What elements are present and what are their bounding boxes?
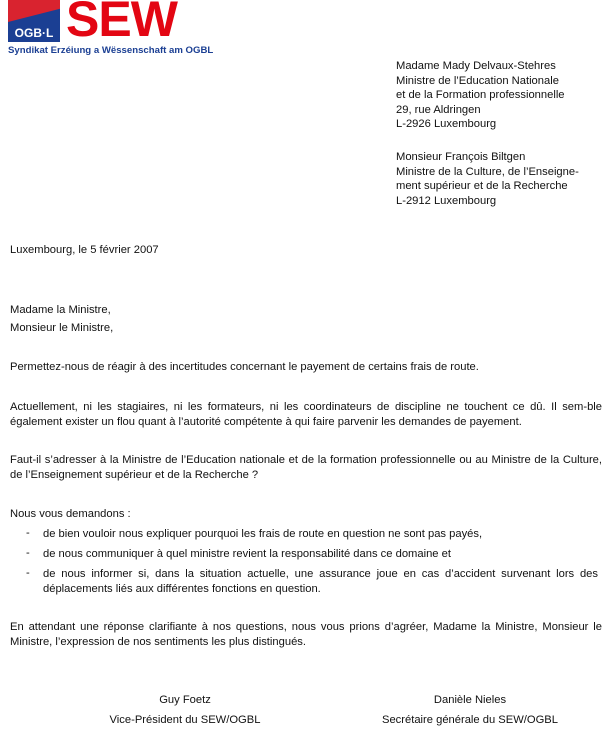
recipient-address-1	[396, 59, 565, 132]
paragraph-2: Actuellement, ni les stagiaires, ni les formateurs, ni les coordinateurs de discipline ne touchent ce dû. Il sem-ble également exister un flou quant à l’autorité compétente à qui faire parvenir les demandes de payement.	[10, 401, 602, 428]
bullet-marker: -	[26, 567, 30, 579]
address-line: Monsieur François Biltgen	[396, 151, 526, 163]
signature-title: Vice-Président du SEW/OGBL	[109, 714, 261, 726]
address-line: Madame Mady Delvaux-Stehres	[396, 60, 556, 72]
address-line: ment supérieur et de la Recherche	[396, 180, 568, 193]
signature-name: Guy Foetz	[159, 694, 211, 706]
ogbl-logo	[8, 0, 60, 42]
paragraph-4: Nous vous demandons :	[10, 508, 131, 520]
signature-2	[360, 690, 580, 730]
signature-title: Secrétaire générale du SEW/OGBL	[382, 714, 558, 726]
address-line: et de la Formation professionnelle	[396, 89, 565, 102]
address-line: 29, rue Aldringen	[396, 103, 481, 116]
logo-text: OGB·L	[14, 26, 54, 40]
salutation-2: Monsieur le Ministre,	[10, 322, 114, 334]
list-item: de bien vouloir nous expliquer pourquoi les frais de route en question ne sont pas payés,	[43, 528, 483, 540]
tagline: Syndikat Erzéiung a Wëssenschaft am OGBL	[8, 45, 214, 56]
recipient-address-2	[396, 150, 579, 208]
salutation-1: Madame la Ministre,	[10, 304, 111, 316]
address-line: L-2912 Luxembourg	[396, 194, 497, 207]
signature-name: Danièle Nieles	[433, 694, 507, 706]
address-line: Ministre de la Culture, de l’Enseigne-	[396, 165, 579, 178]
paragraph-1: Permettez-nous de réagir à des incertitudes concernant le payement de certains frais de route.	[10, 361, 479, 373]
closing-paragraph: En attendant une réponse clarifiante à nos questions, nous vous prions d’agréer, Madame la Ministre, Monsieur le Ministre, l’expression de nos sentiments les plus distingués.	[10, 621, 602, 648]
address-line: Ministre de l’Education Nationale	[396, 74, 559, 87]
sew-brand: SEW	[66, 0, 177, 47]
address-line: L-2926 Luxembourg	[396, 118, 497, 131]
list-item: de nous communiquer à quel ministre revient la responsabilité dans ce domaine et	[43, 548, 451, 560]
list-item: de nous informer si, dans la situation actuelle, une assurance joue en cas d’accident survenant lors des déplacements liés aux différentes fonctions en question.	[43, 568, 598, 595]
signature-1	[80, 690, 290, 730]
bullet-marker: -	[26, 547, 30, 559]
paragraph-3: Faut-il s’adresser à la Ministre de l’Education nationale et de la formation professionnelle ou au Ministre de la Culture, de l’Enseignement supérieur et de la Recherche ?	[10, 454, 602, 481]
bullet-marker: -	[26, 527, 30, 539]
place-date: Luxembourg, le 5 février 2007	[10, 244, 159, 256]
